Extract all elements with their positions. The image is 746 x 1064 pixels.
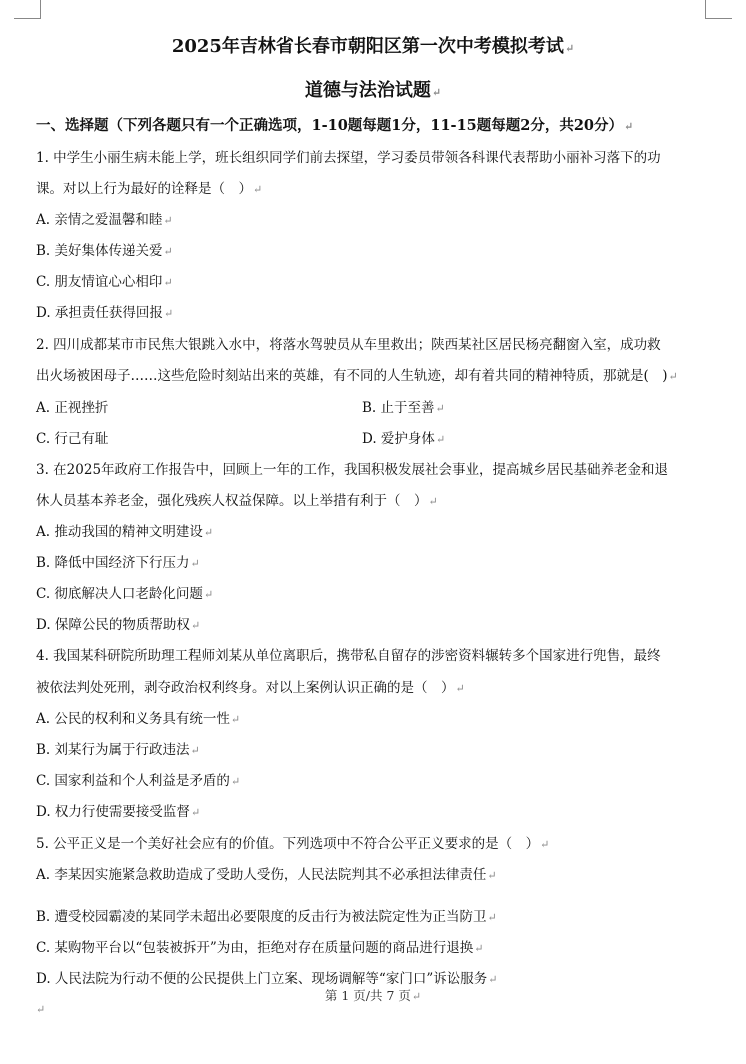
option-line: B. 遭受校园霸凌的某同学未超出必要限度的反击行为被法院定性为正当防卫↵ — [36, 909, 497, 925]
question-line: 5. 公平正义是一个美好社会应有的价值。下列选项中不符合公平正义要求的是（ ）↵ — [36, 836, 550, 852]
option-line: D. 权力行使需要接受监督↵ — [36, 804, 201, 820]
crop-mark-top-left — [14, 0, 41, 19]
option-line: C. 某购物平台以“包装被拆开”为由，拒绝对存在质量问题的商品进行退换↵ — [36, 940, 484, 956]
option-line: C. 国家利益和个人利益是矛盾的↵ — [36, 773, 241, 789]
exam-subtitle: 道德与法治试题↵ — [304, 80, 442, 101]
option-line: A. 推动我国的精神文明建设↵ — [36, 524, 214, 540]
question-line: 4. 我国某科研院所助理工程师刘某从单位离职后，携带私自留存的涉密资料辗转多个国家进行兜售，最终 — [36, 648, 661, 664]
option-line: D. 保障公民的物质帮助权↵ — [36, 617, 201, 633]
section-heading: 一、选择题（下列各题只有一个正确选项，1-10题每题1分，11-15题每题2分，共20分）↵ — [36, 117, 634, 134]
question-line: 1. 中学生小丽生病未能上学，班长组织同学们前去探望，学习委员带领各科课代表帮助小丽补习落下的功 — [36, 150, 661, 166]
option-line: D. 承担责任获得回报↵ — [36, 305, 174, 321]
option-line: C. 彻底解决人口老龄化问题↵ — [36, 586, 214, 602]
option-line: A. 正视挫折 — [36, 400, 109, 416]
option-line: C. 朋友情谊心心相印↵ — [36, 274, 173, 290]
option-line: D. 爱护身体↵ — [362, 431, 446, 447]
question-line: 课。对以上行为最好的诠释是（ ）↵ — [36, 181, 263, 197]
question-line: 休人员基本养老金，强化残疾人权益保障。以上举措有利于（ ）↵ — [36, 493, 438, 509]
option-line: D. 人民法院为行动不便的公民提供上门立案、现场调解等“家门口”诉讼服务↵ — [36, 971, 498, 987]
question-line: 2. 四川成都某市市民焦大银跳入水中，将落水驾驶员从车里救出；陕西某社区居民杨亮翻窗入室，成功救 — [36, 337, 661, 353]
page-footer: 第 1 页/共 7 页↵ — [324, 988, 422, 1003]
option-line: C. 行己有耻 — [36, 431, 109, 447]
option-line: A. 李某因实施紧急救助造成了受助人受伤，人民法院判其不必承担法律责任↵ — [36, 867, 497, 883]
option-line: A. 亲情之爱温馨和睦↵ — [36, 212, 173, 228]
question-line: 被依法判处死刑，剥夺政治权利终身。对以上案例认识正确的是（ ）↵ — [36, 680, 465, 696]
paragraph-mark: ↵ — [36, 1003, 46, 1016]
question-line: 出火场被困母子……这些危险时刻站出来的英雄，有不同的人生轨迹，却有着共同的精神特质，那就是( )↵ — [36, 368, 678, 384]
question-line: 3. 在2025年政府工作报告中，回顾上一年的工作，我国积极发展社会事业，提高城乡居民基础养老金和退 — [36, 462, 669, 478]
exam-title: 2025年吉林省长春市朝阳区第一次中考模拟考试↵ — [171, 36, 575, 57]
option-line: B. 美好集体传递关爱↵ — [36, 243, 173, 259]
option-line: B. 刘某行为属于行政违法↵ — [36, 742, 200, 758]
crop-mark-top-right — [705, 0, 732, 19]
option-line: B. 降低中国经济下行压力↵ — [36, 555, 200, 571]
option-line: B. 止于至善↵ — [362, 400, 445, 416]
option-line: A. 公民的权利和义务具有统一性↵ — [36, 711, 241, 727]
